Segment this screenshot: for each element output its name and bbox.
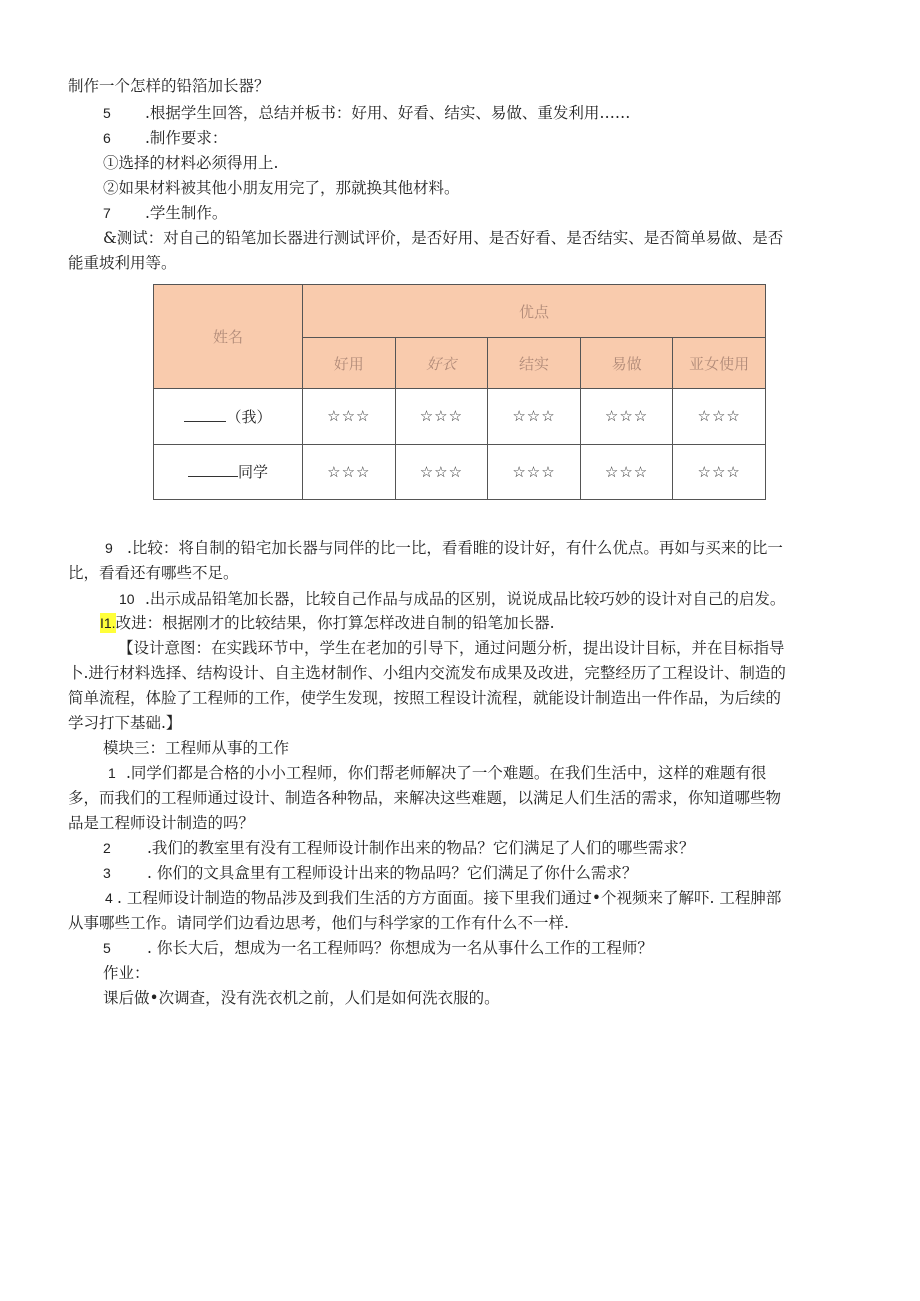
blank-underline <box>188 462 238 477</box>
numbered-step: I1.改进：根据刚才的比较结果，你打算怎样改进自制的铅笔加长器. <box>100 614 555 632</box>
numbered-step: 10 .出示成品铅笔加长器，比较自己作品与成品的区别，说说成品比较巧妙的设计对自己的启发。 <box>119 590 786 608</box>
numbered-step: 1 .同学们都是合格的小小工程师，你们帮老师解决了一个难题。在我们生活中，这样的难题有很 <box>108 764 767 782</box>
rating-cell: ☆☆☆ <box>580 444 673 500</box>
table-header-merits: 优点 <box>303 285 766 338</box>
module-heading: 模块三：工程师从事的工作 <box>103 739 290 757</box>
paragraph-line: 学习打下基础.】 <box>68 714 182 732</box>
table-row <box>154 389 766 445</box>
table-header-column: 易做 <box>580 338 673 389</box>
paragraph-line: &测试：对自己的铅笔加长器进行测试评价，是否好用、是否好看、是否结实、是否简单易做、是否 <box>103 229 784 247</box>
rating-cell: ☆☆☆ <box>488 389 581 445</box>
numbered-step: 7 .学生制作。 <box>103 204 228 222</box>
numbered-step: 5 .根据学生回答，总结并板书：好用、好看、结实、易做、重发利用…… <box>103 104 631 122</box>
rating-cell: ☆☆☆ <box>303 444 396 500</box>
table-header-column: 好用 <box>303 338 396 389</box>
rating-cell: ☆☆☆ <box>488 444 581 500</box>
rating-cell: ☆☆☆ <box>580 389 673 445</box>
paragraph-line: 品是工程师设计制造的吗？ <box>68 814 255 832</box>
numbered-step: 2 .我们的教室里有没有工程师设计制作出来的物品？它们满足了人们的哪些需求？ <box>103 839 695 857</box>
paragraph-line: ①选择的材料必须得用上. <box>103 154 279 172</box>
numbered-step: 6 .制作要求： <box>103 129 228 147</box>
rating-cell: ☆☆☆ <box>395 389 488 445</box>
paragraph-line: 从事哪些工作。请同学们边看边思考，他们与科学家的工作有什么不一样. <box>68 914 569 932</box>
rating-cell: ☆☆☆ <box>395 444 488 500</box>
paragraph-line: 比，看看还有哪些不足。 <box>68 564 239 582</box>
numbered-step: 4 . 工程师设计制造的物品涉及到我们生活的方方面面。接下里我们通过•个视频来了解吓. 工程胂部 <box>105 889 782 907</box>
table-row <box>154 444 766 500</box>
homework-heading: 作业： <box>103 964 150 982</box>
rating-cell: ☆☆☆ <box>673 444 766 500</box>
numbered-step: 5 . 你长大后，想成为一名工程师吗？你想成为一名从事什么工作的工程师？ <box>103 939 653 957</box>
paragraph-line: 课后做•次调查，没有洗衣机之前，人们是如何洗衣服的。 <box>103 989 500 1007</box>
table-header-name: 姓名 <box>154 285 303 389</box>
highlighted-step-number: I1. <box>100 615 116 631</box>
paragraph-line: 简单流程，体脸了工程师的工作，使学生发现，按照工程设计流程，就能设计制造出一件作品，为后续的 <box>68 689 782 707</box>
table-header-column: 好衣 <box>395 338 488 389</box>
evaluation-table <box>153 284 766 500</box>
rating-cell: ☆☆☆ <box>303 389 396 445</box>
paragraph-line: 卜.进行材料选择、结构设计、自主选材制作、小组内交流发布成果及改进，完整经历了工程设计、制造的 <box>68 664 786 682</box>
row-name-cell: （我） <box>154 389 303 445</box>
numbered-step: 3 . 你们的文具盒里有工程师设计出来的物品吗？它们满足了你什么需求？ <box>103 864 638 882</box>
rating-cell: ☆☆☆ <box>673 389 766 445</box>
table-header-column: 结实 <box>488 338 581 389</box>
paragraph-line: 【设计意图：在实践环节中，学生在老加的引导下，通过问题分析，提出设计目标，并在目标指导 <box>118 639 785 657</box>
paragraph-line: ②如果材料被其他小朋友用完了，那就换其他材料。 <box>103 179 460 197</box>
paragraph-line: 能重坡利用等。 <box>68 254 177 272</box>
blank-underline <box>184 407 226 422</box>
numbered-step: 9 .比较：将自制的铅宅加长器与同伴的比一比，看看睢的设计好，有什么优点。再如与买来的比一 <box>105 539 783 557</box>
paragraph-line: 多，而我们的工程师通过设计、制造各种物品，来解决这些难题，以满足人们生活的需求，你知道哪些物 <box>68 789 782 807</box>
row-name-cell: 同学 <box>154 444 303 500</box>
table-header-column: 亚女使用 <box>673 338 766 389</box>
paragraph-line: 制作一个怎样的铅箔加长器？ <box>68 77 270 95</box>
